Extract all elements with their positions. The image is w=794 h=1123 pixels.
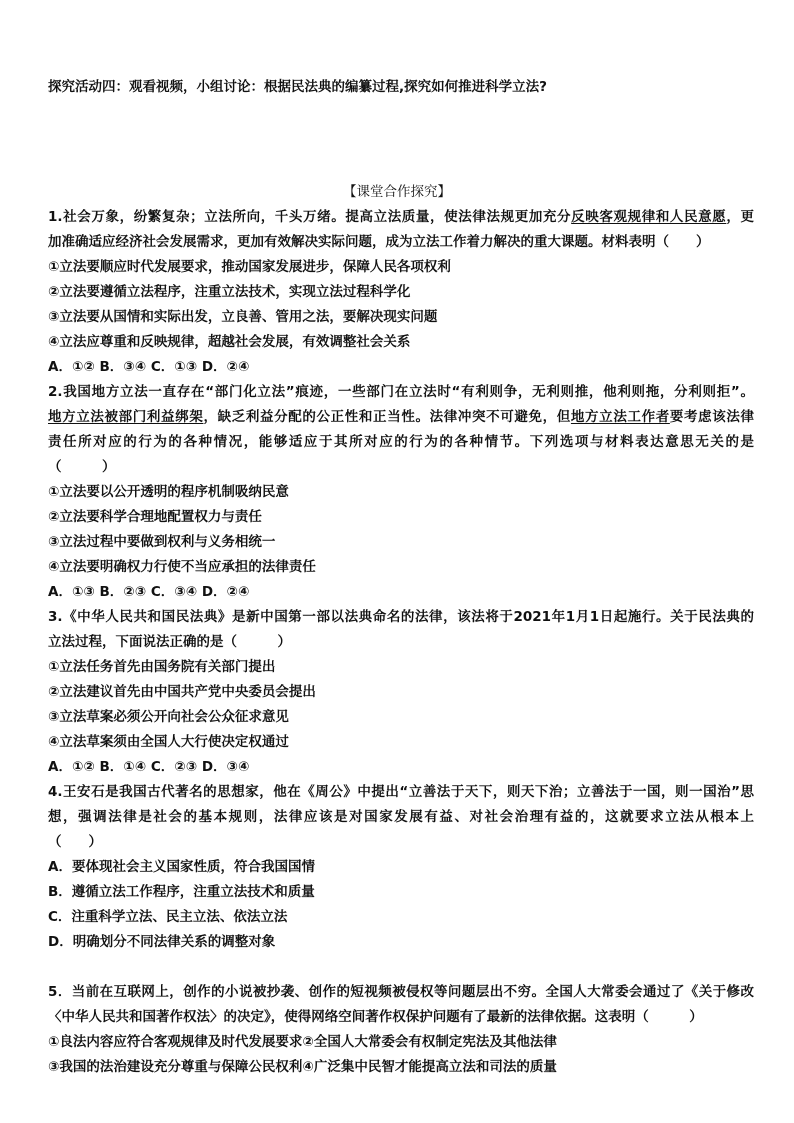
q4-line-3: （ ） [48, 834, 102, 850]
q2-underlined-phrase-1: 地方立法被部门利益绑架 [48, 409, 204, 425]
activity-prompt: 探究活动四：观看视频，小组讨论：根据民法典的编纂过程,探究如何推进科学立法? [48, 79, 547, 95]
q4-line-1: 4.王安石是我国古代著名的思想家，他在《周公》中提出“立善法于天下，则天下治；立善法于一国，则一国治”思 [48, 784, 754, 800]
q4-option-b: B．遵循立法工作程序，注重立法技术和质量 [48, 884, 315, 900]
q2-line-1: 2.我国地方立法一直存在“部门化立法”痕迹，一些部门在立法时“有利则争，无利则推，他利则拖，分利则拒”。 [48, 384, 754, 400]
q5-line-2: 〈中华人民共和国著作权法〉的决定》，使得网络空间著作权保护问题有了最新的法律依据。这表明（ ） [48, 1009, 703, 1025]
q2-underlined-phrase-2: 地方立法工作者 [570, 409, 670, 425]
q4-option-c: C．注重科学立法、民主立法、依法立法 [48, 909, 288, 925]
q3-option-2: ②立法建议首先由中国共产党中央委员会提出 [48, 684, 316, 700]
q1-option-2: ②立法要遵循立法程序，注重立法技术，实现立法过程科学化 [48, 284, 411, 300]
q3-option-1: ①立法任务首先由国务院有关部门提出 [48, 659, 276, 675]
q2-option-3: ③立法过程中要做到权利与义务相统一 [48, 534, 276, 550]
q2-option-4: ④立法要明确权力行使不当应承担的法律责任 [48, 559, 316, 575]
q2-option-1: ①立法要以公开透明的程序机制吸纳民意 [48, 484, 289, 500]
q2-option-2: ②立法要科学合理地配置权力与责任 [48, 509, 262, 525]
q2-line-3: 责任所对应的行为的各种情况，能够适应于其所对应的行为的各种情节。下列选项与材料表达意思无关的是 [48, 434, 754, 450]
q5-options-3-4: ③我国的法治建设充分尊重与保障公民权利④广泛集中民智才能提高立法和司法的质量 [48, 1059, 557, 1075]
q2-answers: A．①③ B．②③ C．③④ D．②④ [48, 584, 250, 600]
q1-answers: A．①② B．③④ C．①③ D．②④ [48, 359, 250, 375]
q1-line-2: 加准确适应经济社会发展需求，更加有效解决实际问题，成为立法工作着力解决的重大课题。材料表明（ ） [48, 234, 710, 250]
q3-option-3: ③立法草案必须公开向社会公众征求意见 [48, 709, 289, 725]
q1-line-1: 1.社会万象，纷繁复杂；立法所向，千头万绪。提高立法质量，使法律法规更加充分反映客观规律和人民意愿，更 [48, 209, 755, 225]
q3-option-4: ④立法草案须由全国人大行使决定权通过 [48, 734, 289, 750]
q3-answers: A．①② B．①④ C．②③ D．③④ [48, 759, 250, 775]
q3-line-2: 立法过程，下面说法正确的是（ ） [48, 634, 291, 650]
q2-line-2: 地方立法被部门利益绑架，缺乏利益分配的公正性和正当性。法律冲突不可避免，但地方立法工作者要考虑该法律 [48, 409, 755, 425]
q4-option-a: A．要体现社会主义国家性质，符合我国国情 [48, 859, 315, 875]
q1-underlined-phrase: 反映客观规律和人民意愿 [571, 209, 727, 225]
q4-line-2: 想，强调法律是社会的基本规则，法律应该是对国家发展有益、对社会治理有益的，这就要求立法从根本上 [48, 809, 754, 825]
q3-line-1: 3.《中华人民共和国民法典》是新中国第一部以法典命名的法律，该法将于2021年1月1日起施行。关于民法典的 [48, 609, 754, 625]
q1-option-3: ③立法要从国情和实际出发，立良善、管用之法，要解决现实问题 [48, 309, 438, 325]
q1-option-1: ①立法要顺应时代发展要求，推动国家发展进步，保障人民各项权利 [48, 259, 451, 275]
q1-option-4: ④立法应尊重和反映规律，超越社会发展，有效调整社会关系 [48, 334, 411, 350]
q2-line-4: （ ） [48, 459, 116, 475]
section-title: 【课堂合作探究】 [343, 184, 451, 200]
q5-options-1-2: ①良法内容应符合客观规律及时代发展要求②全国人大常委会有权制定宪法及其他法律 [48, 1034, 557, 1050]
q4-option-d: D．明确划分不同法律关系的调整对象 [48, 934, 276, 950]
q5-line-1: 5．当前在互联网上，创作的小说被抄袭、创作的短视频被侵权等问题层出不穷。全国人大常委会通过了《关于修改 [48, 984, 754, 1000]
